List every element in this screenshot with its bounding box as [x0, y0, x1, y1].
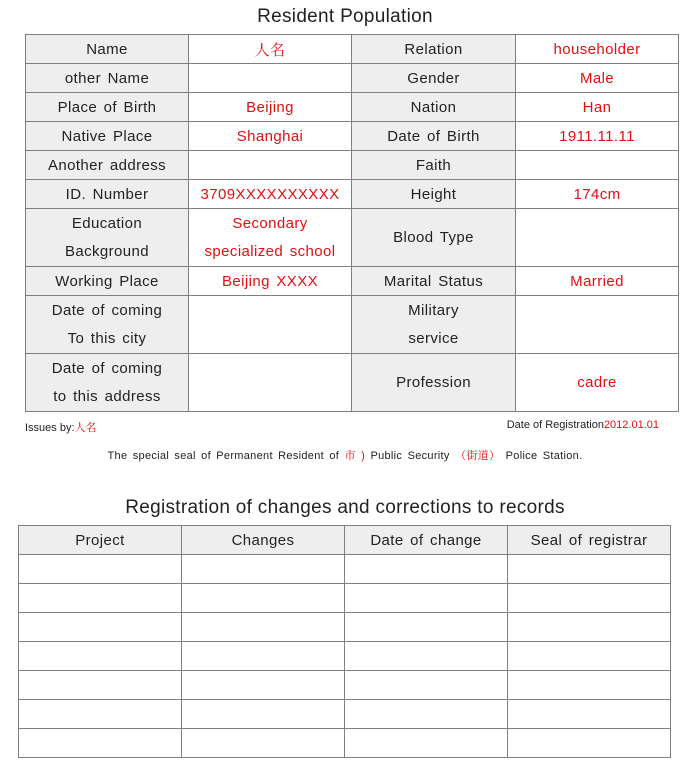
- row-id-number: [26, 180, 679, 209]
- coming-address-value: [189, 354, 352, 412]
- seal-note-city: 市 ): [344, 450, 366, 462]
- coming-address-label: [26, 354, 189, 412]
- form-title: Resident Population: [257, 6, 433, 27]
- military-service-value: [516, 296, 679, 354]
- row-another-address: [26, 151, 679, 180]
- table-row: [19, 555, 671, 584]
- coming-address-label-line1: Date of coming: [51, 359, 163, 377]
- header-changes: Changes: [182, 526, 345, 555]
- name-label: Name: [26, 35, 189, 64]
- marital-status-value: Married: [516, 267, 679, 296]
- row-other-name: [26, 64, 679, 93]
- seal-note-part1: The special seal of Permanent Resident of: [107, 450, 340, 462]
- registration-date: [507, 419, 659, 431]
- native-place-label: Native Place: [26, 122, 189, 151]
- height-label: Height: [352, 180, 516, 209]
- coming-address-label-line2: to this address: [53, 387, 161, 405]
- changes-title: Registration of changes and corrections to records: [125, 497, 565, 518]
- table-row: [19, 613, 671, 642]
- table-cell: [19, 700, 182, 729]
- name-value: 人名: [189, 35, 352, 64]
- table-cell: [345, 555, 508, 584]
- row-education: [26, 209, 679, 267]
- table-cell: [19, 613, 182, 642]
- education-label: [26, 209, 189, 267]
- changes-header-row: [19, 526, 671, 555]
- resident-info-table: [25, 34, 679, 412]
- issued-by-value: 人名: [74, 422, 97, 434]
- table-cell: [508, 642, 671, 671]
- faith-value: [516, 151, 679, 180]
- header-date-of-change: Date of change: [345, 526, 508, 555]
- table-row: [19, 729, 671, 758]
- changes-table: [18, 525, 671, 758]
- date-of-birth-value: 1911.11.11: [516, 122, 679, 151]
- issued-by-label: Issues by:: [25, 422, 75, 434]
- table-row: [19, 642, 671, 671]
- education-value: [189, 209, 352, 267]
- table-cell: [508, 671, 671, 700]
- table-cell: [182, 642, 345, 671]
- registration-date-label: Date of Registration: [506, 419, 604, 431]
- table-row: [19, 584, 671, 613]
- table-cell: [345, 584, 508, 613]
- relation-label: Relation: [352, 35, 516, 64]
- height-value: 174cm: [516, 180, 679, 209]
- another-address-value: [189, 151, 352, 180]
- table-cell: [508, 555, 671, 584]
- profession-value: cadre: [516, 354, 679, 412]
- education-value-line2: specialized school: [204, 242, 336, 260]
- place-of-birth-value: Beijing: [189, 93, 352, 122]
- profession-label: Profession: [352, 354, 516, 412]
- coming-city-value: [189, 296, 352, 354]
- table-cell: [19, 729, 182, 758]
- education-value-line1: Secondary: [232, 214, 308, 232]
- working-place-value: Beijing XXXX: [189, 267, 352, 296]
- table-cell: [508, 729, 671, 758]
- blood-type-label: Blood Type: [352, 209, 516, 267]
- table-cell: [182, 555, 345, 584]
- education-label-line2: Background: [64, 242, 150, 260]
- another-address-label: Another address: [26, 151, 189, 180]
- table-cell: [508, 613, 671, 642]
- table-row: [19, 700, 671, 729]
- military-service-label: [352, 296, 516, 354]
- place-of-birth-label: Place of Birth: [26, 93, 189, 122]
- table-row: [19, 671, 671, 700]
- marital-status-label: Marital Status: [352, 267, 516, 296]
- table-cell: [19, 642, 182, 671]
- military-label-line2: service: [408, 329, 459, 347]
- id-number-value: 3709XXXXXXXXXX: [189, 180, 352, 209]
- seal-note-part2: Public Security: [370, 450, 450, 462]
- gender-label: Gender: [352, 64, 516, 93]
- table-cell: [345, 642, 508, 671]
- table-cell: [19, 584, 182, 613]
- table-cell: [345, 613, 508, 642]
- military-label-line1: Military: [408, 301, 459, 319]
- table-cell: [182, 613, 345, 642]
- table-cell: [182, 671, 345, 700]
- issued-by: [25, 419, 97, 435]
- row-working-place: [26, 267, 679, 296]
- coming-city-label-line1: Date of coming: [51, 301, 163, 319]
- table-cell: [182, 729, 345, 758]
- seal-note: [0, 447, 690, 463]
- table-cell: [19, 671, 182, 700]
- row-name: [26, 35, 679, 64]
- education-label-line1: Education: [71, 214, 143, 232]
- table-cell: [345, 671, 508, 700]
- table-cell: [345, 700, 508, 729]
- header-project: Project: [19, 526, 182, 555]
- gender-value: Male: [516, 64, 679, 93]
- seal-note-street: （街道）: [455, 450, 501, 462]
- table-cell: [182, 700, 345, 729]
- seal-note-part3: Police Station.: [505, 450, 583, 462]
- faith-label: Faith: [352, 151, 516, 180]
- other-name-label: other Name: [26, 64, 189, 93]
- row-coming-city: [26, 296, 679, 354]
- native-place-value: Shanghai: [189, 122, 352, 151]
- date-of-birth-label: Date of Birth: [352, 122, 516, 151]
- header-seal-of-registrar: Seal of registrar: [508, 526, 671, 555]
- table-cell: [19, 555, 182, 584]
- table-cell: [508, 700, 671, 729]
- id-number-label: ID. Number: [26, 180, 189, 209]
- row-native-place: [26, 122, 679, 151]
- table-cell: [508, 584, 671, 613]
- working-place-label: Working Place: [26, 267, 189, 296]
- table-cell: [182, 584, 345, 613]
- blood-type-value: [516, 209, 679, 267]
- coming-city-label: [26, 296, 189, 354]
- row-coming-address: [26, 354, 679, 412]
- relation-value: householder: [516, 35, 679, 64]
- nation-value: Han: [516, 93, 679, 122]
- coming-city-label-line2: To this city: [67, 329, 147, 347]
- other-name-value: [189, 64, 352, 93]
- row-place-of-birth: [26, 93, 679, 122]
- registration-date-value: 2012.01.01: [603, 419, 659, 431]
- table-cell: [345, 729, 508, 758]
- nation-label: Nation: [352, 93, 516, 122]
